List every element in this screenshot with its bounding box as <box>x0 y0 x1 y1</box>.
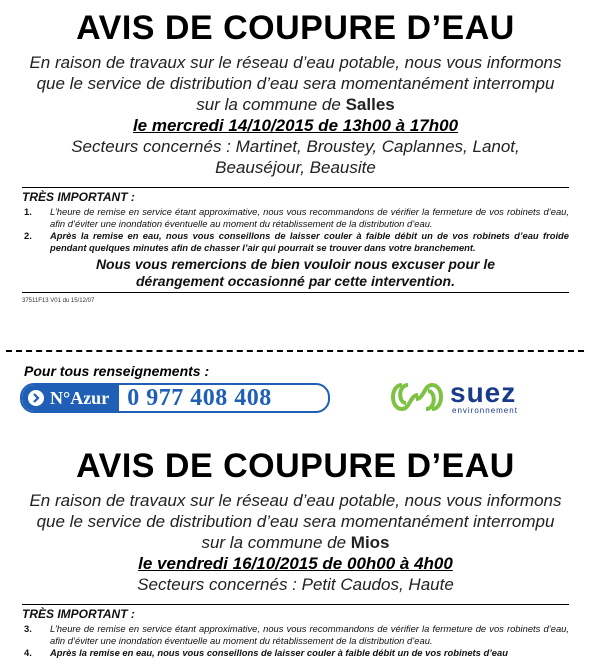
intro-text: En raison de travaux sur le réseau d’eau potable, nous vous informons que le service de distribution d’eau sera momentanément interrompu sur la commune de <box>29 53 562 114</box>
document-reference: 37511F13 V01 du 15/12/07 <box>22 298 95 304</box>
commune-name: Mios <box>350 533 390 552</box>
item-number: 1. <box>24 206 32 217</box>
item-text: Après la remise en eau, nous vous conseillons de laisser couler à faible débit un de vos robinets d’eau <box>50 647 508 658</box>
azur-phone-badge[interactable] <box>20 383 330 413</box>
contact-block <box>20 363 330 413</box>
affected-sectors: Secteurs concernés : Petit Caudos, Haute <box>137 575 454 594</box>
arrow-right-icon <box>28 390 44 406</box>
azur-tag <box>22 385 119 411</box>
important-item <box>22 206 569 229</box>
thanks-message: Nous vous remercions de bien vouloir nous excuser pour le dérangement occasionné par cette intervention. <box>95 256 496 289</box>
notice-mios <box>0 440 591 660</box>
thanks-box <box>22 256 569 293</box>
notice-intro <box>0 490 591 553</box>
important-item <box>22 230 569 253</box>
notice-intro <box>0 52 591 115</box>
item-number: 4. <box>24 647 32 658</box>
suez-logo <box>388 377 518 417</box>
phone-number: 0 977 408 408 <box>127 384 272 411</box>
important-list <box>22 623 569 659</box>
outage-date: le vendredi 16/10/2015 de 00h00 à 4h00 <box>138 554 453 573</box>
item-number: 2. <box>24 230 32 241</box>
suez-wordmark <box>450 376 518 415</box>
notice-salles <box>0 0 591 304</box>
commune-name: Salles <box>345 95 395 114</box>
contact-label: Pour tous renseignements : <box>24 363 210 379</box>
important-title: TRÈS IMPORTANT : <box>22 190 135 204</box>
brand-subtitle: environnement <box>452 405 518 415</box>
important-title: TRÈS IMPORTANT : <box>22 607 135 621</box>
important-box <box>22 604 569 659</box>
important-item <box>22 647 569 659</box>
brand-name: suez <box>450 376 517 408</box>
intro-text: En raison de travaux sur le réseau d’eau potable, nous vous informons que le service de distribution d’eau sera momentanément interrompu sur la commune de <box>29 491 562 552</box>
cut-line <box>6 350 584 352</box>
notice-title: AVIS DE COUPURE D’EAU <box>76 9 515 47</box>
item-text: Après la remise en eau, nous vous conseillons de laisser couler à faible débit un de vos robinets d’eau froide pendant quelques minutes afin de chasser l’air qui pourrait se trouver dans votre branchement. <box>50 230 569 253</box>
notice-title: AVIS DE COUPURE D’EAU <box>76 447 515 485</box>
item-text: L’heure de remise en service étant approximative, nous vous recommandons de vérifier la fermeture de vos robinets d’eau, afin d’éviter une inondation éventuelle au moment du rétablissement de la distribution d’eau. <box>50 623 569 646</box>
important-item <box>22 623 569 646</box>
suez-logo-icon <box>388 377 446 417</box>
important-box <box>22 187 569 253</box>
item-number: 3. <box>24 623 32 634</box>
outage-date: le mercredi 14/10/2015 de 13h00 à 17h00 <box>132 116 459 135</box>
affected-sectors: Secteurs concernés : Martinet, Broustey, Caplannes, Lanot, Beauséjour, Beausite <box>71 137 520 177</box>
azur-label: N°Azur <box>50 387 110 408</box>
important-list <box>22 206 569 253</box>
item-text: L’heure de remise en service étant approximative, nous vous recommandons de vérifier la fermeture de vos robinets d’eau, afin d’éviter une inondation éventuelle au moment du rétablissement de la distribution d’eau. <box>50 206 569 229</box>
